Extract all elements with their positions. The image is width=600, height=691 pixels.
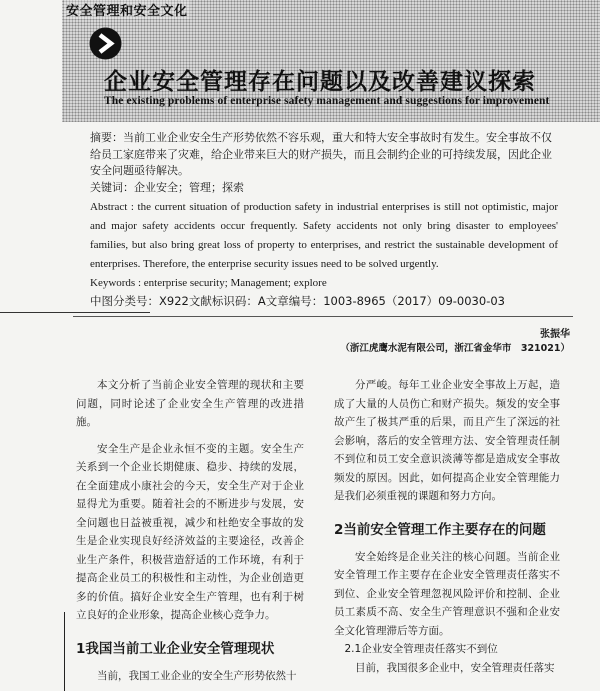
abstract-section	[90, 130, 558, 311]
section-heading-2: 2当前安全管理工作主要存在的问题	[334, 521, 546, 538]
abstract-zh: 摘要：当前工业企业安全生产形势依然不容乐观，重大和特大安全事故时有发生。安全事故不仅给员工家庭带来了灾难，给企业带来巨大的财产损失，而且会制约企业的可持续发展，因此企业安全问题亟待解决。	[90, 131, 552, 177]
paragraph: 当前，我国工业企业的安全生产形势依然十	[97, 669, 297, 682]
body-column-left	[76, 376, 304, 685]
article-title-english: The existing problems of enterprise safety management and suggestions for improvement	[104, 95, 550, 107]
subsection-heading-2-1: 2.1企业安全管理责任落实不到位	[344, 643, 498, 655]
paragraph: 本文分析了当前企业安全管理的现状和主要问题，同时论述了企业安全生产管理的改进措施。	[76, 379, 304, 428]
divider-left	[0, 312, 150, 313]
paragraph: 安全始终是企业关注的核心问题。当前企业安全管理工作主要存在企业安全管理责任落实不到位、企业安全管理忽视风险评价和控制、企业员工素质不高、安全生产管理意识不强和企业安全文化管理滞后等方面。	[334, 550, 560, 637]
column-edge-line	[64, 612, 65, 691]
author-name: 张振华	[540, 329, 570, 340]
paragraph: 分严峻。每年工业企业安全事故上万起，造成了大量的人员伤亡和财产损失。频发的安全事故产生了极其严重的后果，而且产生了深远的社会影响，落后的安全管理方法、安全管理责任制不到位和员工安全意识淡薄等都是造成安全事故频发的原因。因此，如何提高企业安全管理能力是我们必须重视的课题和努力方向。	[334, 379, 560, 502]
abstract-en: Abstract : the current situation of production safety in industrial enterprises is still not optimistic, major and major safety accidents occur frequently. Safety accidents not only bring disaster to employees' families, but also bring great loss of property to enterprises, and restrict the sustainable development of enterprises. Therefore, the enterprise security issues need to be solved urgently.	[90, 201, 558, 270]
divider	[73, 316, 573, 317]
body-column-right	[334, 376, 560, 677]
arrow-right-icon	[89, 27, 122, 60]
article-title: 企业安全管理存在问题以及改善建议探索	[104, 69, 536, 95]
paragraph: 安全生产是企业永恒不变的主题。安全生产关系到一个企业长期健康、稳步、持续的发展，在全面建成小康社会的今天，安全生产对于企业显得尤为重要。随着社会的不断进步与发展，安全问题也日益被重视，减少和杜绝安全事故的发生是企业实现良好经济效益的主要途径，改善企业生产条件，积极营造舒适的工作环境，有利于提高企业员工的积极性和主动性，为企业创造更多的价值。搞好企业安全生产管理，也有利于树立良好的企业形象，提高企业核心竞争力。	[76, 442, 304, 621]
keywords-en: Keywords : enterprise security; Management; explore	[90, 277, 327, 289]
author-affiliation: （浙江虎鹰水泥有限公司，浙江省金华市 321021）	[340, 343, 570, 354]
column-tag: 安全管理和安全文化	[64, 0, 190, 19]
paragraph: 目前，我国很多企业中，安全管理责任落实	[355, 661, 555, 674]
section-heading-1: 1我国当前工业企业安全管理现状	[76, 640, 275, 657]
classification-line: 中图分类号：X922文献标识码：A文章编号：1003-8965（2017）09-0030-03	[90, 294, 505, 308]
keywords-zh: 关键词：企业安全；管理；探索	[90, 180, 244, 194]
